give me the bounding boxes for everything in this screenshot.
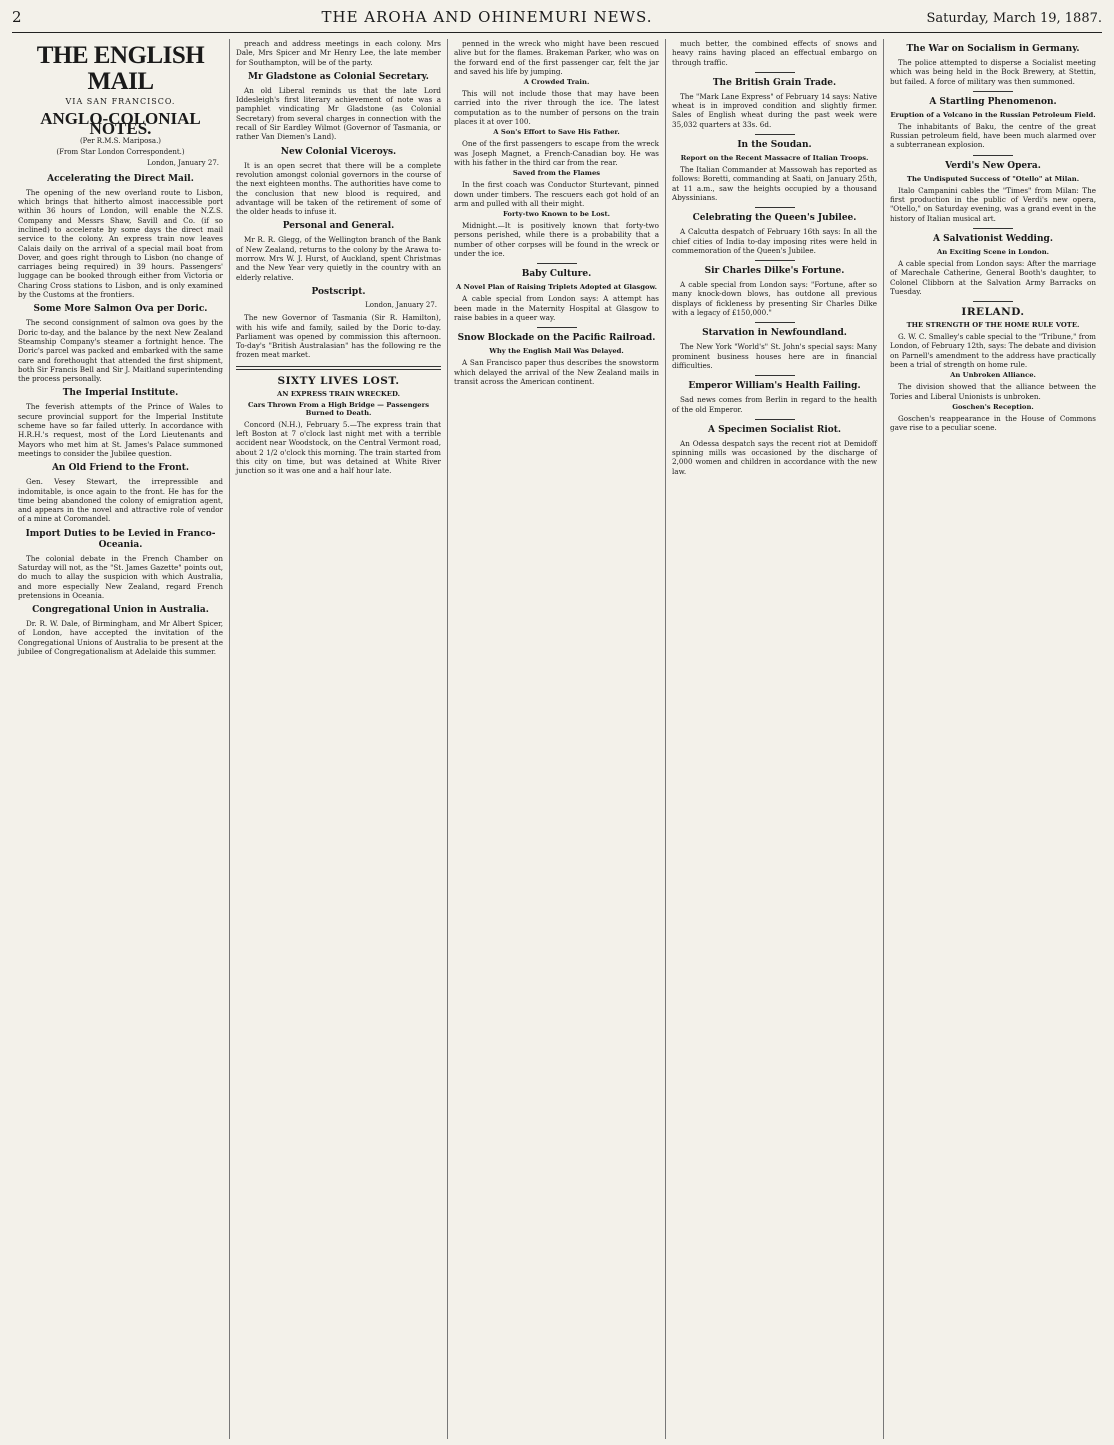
article-text: The new Governor of Tasmania (Sir R. Hamilton), with his wife and family, sailed by the Doric to-day. Parliament was opened by commission this afternoon. To-day's "British Australasian" has the following re the frozen meat market. xyxy=(236,313,441,360)
article-subheading: AN EXPRESS TRAIN WRECKED. xyxy=(277,389,400,398)
columns xyxy=(12,39,1102,1439)
divider xyxy=(973,155,1013,156)
section-title: ANGLO-COLONIAL NOTES. xyxy=(40,109,201,138)
article-text: The division showed that the alliance between the Tories and Liberal Unionists is unbroken. xyxy=(890,382,1096,401)
article-subheading: A Son's Effort to Save His Father. xyxy=(493,128,620,137)
article-heading: The Imperial Institute. xyxy=(62,388,179,399)
article-heading: The War on Socialism in Germany. xyxy=(906,44,1080,54)
divider xyxy=(755,260,795,261)
article-text: Italo Campanini cables the "Times" from Milan: The first production in the public of Verdi's new opera, "Otello," on Saturday evening, was a grand event in the history of Italian musical art. xyxy=(890,185,1096,223)
divider xyxy=(236,366,441,370)
divider xyxy=(755,419,795,420)
article-subheading: An Unbroken Alliance. xyxy=(950,371,1036,380)
article-heading: Snow Blockade on the Pacific Railroad. xyxy=(457,333,656,344)
article-heading: Sir Charles Dilke's Fortune. xyxy=(704,266,845,277)
divider xyxy=(537,263,577,264)
column-3 xyxy=(448,39,666,1439)
article-text: Midnight.—It is positively known that forty-two persons perished, while there is a probability that a number of other corpses will be found in the wreck or under the ice. xyxy=(454,221,659,259)
divider xyxy=(755,375,795,376)
column-4 xyxy=(666,39,884,1439)
article-heading: Baby Culture. xyxy=(521,269,592,280)
article-heading: A Specimen Socialist Riot. xyxy=(707,424,842,435)
article-text: It is an open secret that there will be a complete revolution amongst colonial governors in the course of the next eighteen months. The authorities have come to the conclusion that new blood is required, and advantage will be taken of the retirement of some of the older heads to infuse it. xyxy=(236,160,441,217)
article-heading: SIXTY LIVES LOST. xyxy=(277,374,400,387)
article-text: In the first coach was Conductor Sturtevant, pinned down under timbers. The rescuers each got hold of an arm and pulled with all their might. xyxy=(454,180,659,208)
article-heading: Mr Gladstone as Colonial Secretary. xyxy=(248,71,429,82)
article-text: The colonial debate in the French Chamber on Saturday will not, as the "St. James Gazette" points out, do much to allay the suspicion with which Australia, and more especially New Zealand, regard French pretensions in Oceania. xyxy=(18,553,223,600)
article-text: The Italian Commander at Massowah has reported as follows: Boretti, commanding at Saati, on January 25th, at 11 a.m., saw the heights occupied by a thousand Abyssinians. xyxy=(672,165,877,202)
article-heading: Congregational Union in Australia. xyxy=(32,605,209,616)
article-text: This will not include those that may have been carried into the river through the ice. The latest computation as to the number of persons on the train places it at over 100. xyxy=(454,89,659,127)
column-1 xyxy=(12,39,230,1439)
divider xyxy=(973,228,1013,229)
masthead xyxy=(12,8,1102,33)
article-heading: The British Grain Trade. xyxy=(712,77,837,88)
via-line: VIA SAN FRANCISCO. xyxy=(65,97,176,106)
divider xyxy=(755,134,795,135)
article-text: Sad news comes from Berlin in regard to the health of the old Emperor. xyxy=(672,395,877,414)
article-subheading: Report on the Recent Massacre of Italian Troops. xyxy=(680,154,869,163)
article-text: A cable special from London says: A attempt has been made in the Maternity Hospital at Glasgow to raise babies in a queer way. xyxy=(454,294,659,322)
article-subheading: Cars Thrown From a High Bridge — Passengers Burned to Death. xyxy=(247,400,430,417)
divider xyxy=(973,301,1013,302)
article-text: A cable special from London says: "Fortune, after so many knock-down blows, has outdone all previous displays of fickleness by presenting Sir Charles Dilke with a legacy of £150,000." xyxy=(672,280,877,318)
article-text: much better, the combined effects of snows and heavy rains having placed an effectual embargo on through traffic. xyxy=(672,39,877,67)
article-subheading: Saved from the Flames xyxy=(512,169,601,178)
article-subheading: A Novel Plan of Raising Triplets Adopted at Glasgow. xyxy=(455,283,658,292)
article-text: Goschen's reappearance in the House of Commons gave rise to a peculiar scene. xyxy=(890,413,1096,433)
article-text: preach and address meetings in each colony. Mrs Dale, Mrs Spicer and Mr Henry Lee, the late member for Southampton, will be of the party. xyxy=(236,39,441,67)
article-subheading: Eruption of a Volcano in the Russian Petroleum Field. xyxy=(890,110,1096,119)
divider xyxy=(755,207,795,208)
article-heading: Starvation in Newfoundland. xyxy=(702,328,847,339)
divider xyxy=(755,322,795,323)
article-subheading: Forty-two Known to be Lost. xyxy=(502,210,611,219)
column-5 xyxy=(884,39,1102,1439)
article-text: A San Francisco paper thus describes the snowstorm which delayed the arrival of the New Zealand mails in transit across the American continent. xyxy=(454,358,659,386)
english-mail-title: THE ENGLISH MAIL xyxy=(36,42,205,95)
article-heading: Accelerating the Direct Mail. xyxy=(47,173,194,184)
article-heading: A Startling Phenomenon. xyxy=(929,96,1057,107)
article-text: The New York "World's" St. John's special says: Many prominent business houses here are in financial difficulties. xyxy=(672,342,877,370)
article-text: One of the first passengers to escape from the wreck was Joseph Magnet, a French-Canadian boy. He was with his father in the third car from the rear. xyxy=(454,139,659,167)
article-text: G. W. C. Smalley's cable special to the "Tribune," from London, of February 12th, says: The debate and division on Parnell's amendment to the address have practically been a trial of strength on home rule. xyxy=(890,332,1096,370)
article-text: The feverish attempts of the Prince of Wales to secure provincial support for the Imperial Institute scheme have so far failed utterly. In accordance with H.R.H.'s request, most of the Lord Lieutenants and Mayors who met him at St. James's Palace summoned meetings to consider the Jubilee question. xyxy=(18,402,223,458)
divider xyxy=(973,91,1013,92)
from-line: (From Star London Correspondent.) xyxy=(56,148,185,157)
article-subheading: Goschen's Reception. xyxy=(952,402,1034,411)
newspaper-title: THE AROHA AND OHINEMURI NEWS. xyxy=(321,8,653,26)
article-subheading: THE STRENGTH OF THE HOME RULE VOTE. xyxy=(906,321,1080,330)
article-text: The inhabitants of Baku, the centre of the great Russian petroleum field, have been much alarmed over a subterranean explosion. xyxy=(890,121,1096,150)
article-heading: Import Duties to be Levied in Franco-Oceania. xyxy=(25,528,216,550)
per-line: (Per R.M.S. Mariposa.) xyxy=(79,136,162,145)
issue-date: Saturday, March 19, 1887. xyxy=(926,11,1102,26)
divider xyxy=(537,327,577,328)
article-text: The opening of the new overland route to Lisbon, which brings that hitherto almost inaccessible port within 36 hours of London, will enable the N.Z.S. Company and Messrs Shaw, Savill and Co. (if so inclined) to accelerate by some days the direct mail service to the colony. An express train now leaves Calais daily on the arrival of a special mail boat from Dover, and goes right through to Lisbon (no change of carriages being required) in 39 hours. Passengers' luggage can be booked through either from Victoria or Charing Cross stations to Lisbon, and is only examined by the Customs at the frontiers. xyxy=(18,187,223,300)
article-text: An old Liberal reminds us that the late Lord Iddesleigh's first literary achievement of note was a pamphlet vindicating Mr Gladstone (as Colonial Secretary) from several charges in connection with the recall of Sir Eardley Wilmot (Governor of Tasmania, or rather Van Diemen's Land). xyxy=(236,85,441,142)
article-heading: An Old Friend to the Front. xyxy=(51,463,190,474)
article-text: Dr. R. W. Dale, of Birmingham, and Mr Albert Spicer, of London, have accepted the invitation of the Congregational Unions of Australia to be present at the jubilee of Congregationalism at Adelaide this summer. xyxy=(18,619,223,657)
article-heading: Emperor William's Health Failing. xyxy=(688,381,861,392)
article-heading: In the Soudan. xyxy=(737,140,812,151)
page-number: 2 xyxy=(12,8,22,26)
article-text: The "Mark Lane Express" of February 14 says: Native wheat is in improved condition and slightly firmer. Sales of English wheat during the past week were 35,032 quarters at 33s. 6d. xyxy=(672,91,877,129)
article-heading: Verdi's New Opera. xyxy=(945,160,1041,171)
article-text: A Calcutta despatch of February 16th says: In all the chief cities of India to-day imposing rites were held in commemoration of the Queen's Jubilee. xyxy=(672,227,877,255)
article-subheading: The Undisputed Success of "Otello" at Milan. xyxy=(906,174,1080,183)
article-heading: Celebrating the Queen's Jubilee. xyxy=(692,213,857,224)
article-text: Gen. Vesey Stewart, the irrepressible and indomitable, is once again to the front. He has for the time being abandoned the colony of emigration agent, and appears in the novel and attractive role of vendor of a mine at Coromandel. xyxy=(18,477,223,524)
article-heading: Personal and General. xyxy=(282,221,395,232)
article-subheading: An Exciting Scene in London. xyxy=(936,247,1050,256)
article-heading: New Colonial Viceroys. xyxy=(280,146,397,157)
article-heading: IRELAND. xyxy=(961,306,1025,319)
article-text: The police attempted to disperse a Socialist meeting which was being held in the Bock Brewery, at Stettin, but failed. A force of military was then summoned. xyxy=(890,58,1096,86)
article-subheading: Why the English Mail Was Delayed. xyxy=(489,347,624,356)
dateline: London, January 27. xyxy=(365,300,437,309)
article-heading: Some More Salmon Ova per Doric. xyxy=(33,304,208,315)
column-2 xyxy=(230,39,448,1439)
article-text: A cable special from London says: After the marriage of Marechale Catherine, General Booth's daughter, to Colonel Clibborn at the Salvation Army Barracks on Tuesday. xyxy=(890,258,1096,296)
article-subheading: A Crowded Train. xyxy=(523,78,590,87)
divider xyxy=(755,72,795,73)
article-text: penned in the wreck who might have been rescued alive but for the flames. Brakeman Parker, who was on the forward end of the first passenger car, felt the jar and saved his life by jumping. xyxy=(454,39,659,76)
article-text: An Odessa despatch says the recent riot at Demidoff spinning mills was occasioned by the discharge of 2,000 women and children in accordance with the new law. xyxy=(672,438,877,476)
article-heading: A Salvationist Wedding. xyxy=(933,233,1053,244)
dateline: London, January 27. xyxy=(147,159,219,168)
article-text: Mr R. R. Glegg, of the Wellington branch of the Bank of New Zealand, returns to the colony by the Arawa to-morrow. Mrs W. J. Hurst, of Auckland, spent Christmas and the New Year very quietly in the country with an elderly relative. xyxy=(236,235,441,282)
article-text: The second consignment of salmon ova goes by the Doric to-day, and the balance by the next New Zealand Steamship Company's steamer a fortnight hence. The Doric's parcel was packed and embarked with the same care and forethought that attended the first shipment, both Sir Francis Bell and Sir J. Maitland superintending the process personally. xyxy=(18,318,223,384)
article-heading: Postscript. xyxy=(311,286,366,297)
article-text: Concord (N.H.), February 5.—The express train that left Boston at 7 o'clock last night met with a terrible accident near Woodstock, on the Central Vermont road, about 2 1/2 o'clock this morning. The train started from this city on time, but was detained at White River junction so it was one and a half hour late. xyxy=(236,419,441,476)
